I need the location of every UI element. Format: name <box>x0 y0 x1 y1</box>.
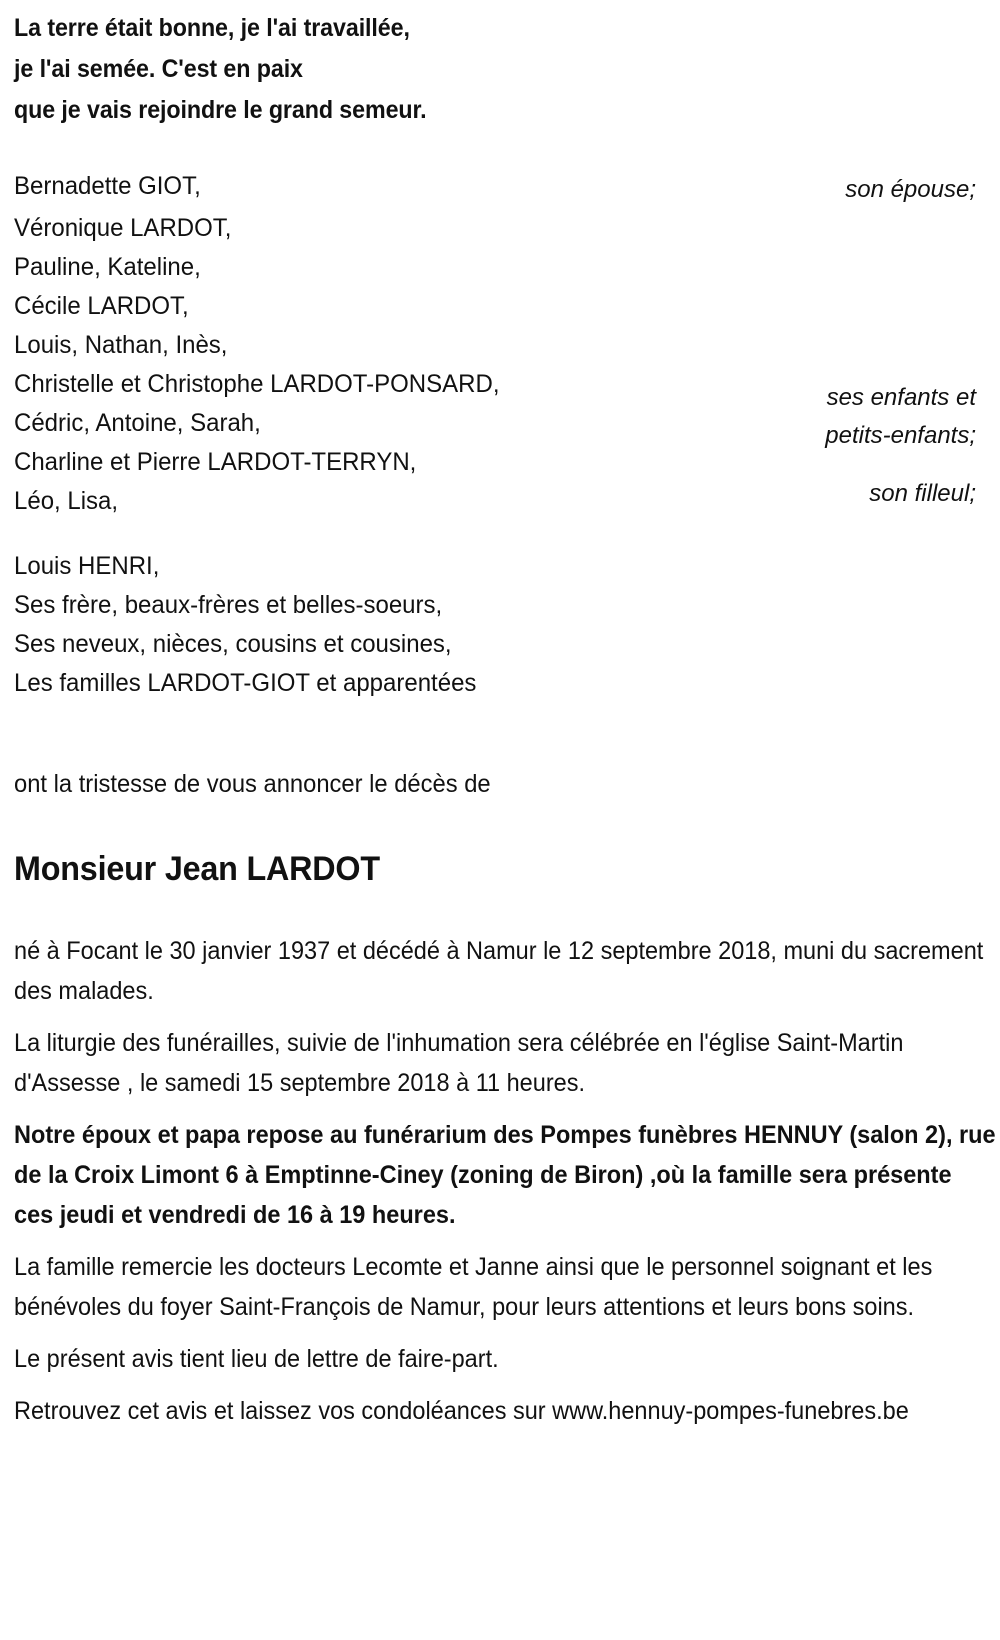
thanks-paragraph: La famille remercie les docteurs Lecomte et Janne ainsi que le personnel soignant et les bénévoles du foyer Saint-François de Namur, pour leurs attentions et leurs bons soins. <box>14 1253 933 1321</box>
name-line: Véronique LARDOT, <box>14 214 232 242</box>
name-line: Louis HENRI, <box>14 552 160 580</box>
family-row-spouse <box>14 167 976 209</box>
name-line: Cécile LARDOT, <box>14 292 189 320</box>
deceased-name: Monsieur Jean LARDOT <box>14 850 380 888</box>
liturgy-paragraph: La liturgie des funérailles, suivie de l'inhumation sera célébrée en l'église Saint-Martin d'Assesse , le samedi 15 septembre 2018 à 11 heures. <box>14 1029 904 1097</box>
funerarium-paragraph: Notre époux et papa repose au funérarium des Pompes funèbres HENNUY (salon 2), rue de la Croix Limont 6 à Emptinne-Ciney (zoning de Biron) ,où la famille sera présente ces jeudi et vendredi de 16 à 19 heures. <box>14 1121 996 1229</box>
relations-column-spouse <box>209 167 976 209</box>
name-line: Louis, Nathan, Inès, <box>14 331 228 359</box>
name-line: Bernadette GIOT, <box>14 172 201 200</box>
names-column-extended <box>14 586 496 703</box>
website-paragraph: Retrouvez cet avis et laissez vos condoléances sur www.hennuy-pompes-funebres.be <box>14 1397 909 1425</box>
names-column-children <box>14 209 520 586</box>
family-row-children <box>14 209 976 586</box>
name-line: Ses frère, beaux-frères et belles-soeurs, <box>14 591 443 619</box>
notice-paragraph: Le présent avis tient lieu de lettre de faire-part. <box>14 1345 499 1373</box>
birth-death-paragraph: né à Focant le 30 janvier 1937 et décédé à Namur le 12 septembre 2018, muni du sacrement des malades. <box>14 937 984 1005</box>
name-line: Ses neveux, nièces, cousins et cousines, <box>14 630 452 658</box>
epigraph-line-1: La terre était bonne, je l'ai travaillée, <box>14 14 410 42</box>
name-line: Pauline, Kateline, <box>14 253 201 281</box>
epigraph-line-3: que je vais rejoindre le grand semeur. <box>14 96 427 124</box>
name-line: Cédric, Antoine, Sarah, <box>14 409 261 437</box>
relation-label-children-line2: petits-enfants; <box>825 422 976 449</box>
epigraph-line-2: je l'ai semée. C'est en paix <box>14 55 303 83</box>
announcement-intro: ont la tristesse de vous annoncer le décès de <box>14 770 491 798</box>
name-line: Léo, Lisa, <box>14 487 119 515</box>
names-column-spouse <box>14 167 209 206</box>
name-line: Les familles LARDOT-GIOT et apparentées <box>14 669 477 697</box>
family-block <box>14 167 976 703</box>
relation-label-spouse: son épouse; <box>845 176 976 203</box>
epigraph <box>14 8 976 131</box>
family-row-extended <box>14 586 976 703</box>
name-line: Christelle et Christophe LARDOT-PONSARD, <box>14 370 500 398</box>
relations-column-children <box>520 209 976 513</box>
name-group-godson <box>14 547 520 586</box>
name-line: Charline et Pierre LARDOT-TERRYN, <box>14 448 417 476</box>
relation-label-children-line1: ses enfants et <box>826 384 976 411</box>
name-group-extended <box>14 586 496 703</box>
relations-spacer <box>520 209 976 379</box>
relation-label-godson: son filleul; <box>869 480 976 507</box>
name-group-spouse <box>14 167 209 206</box>
name-group-children <box>14 209 520 521</box>
